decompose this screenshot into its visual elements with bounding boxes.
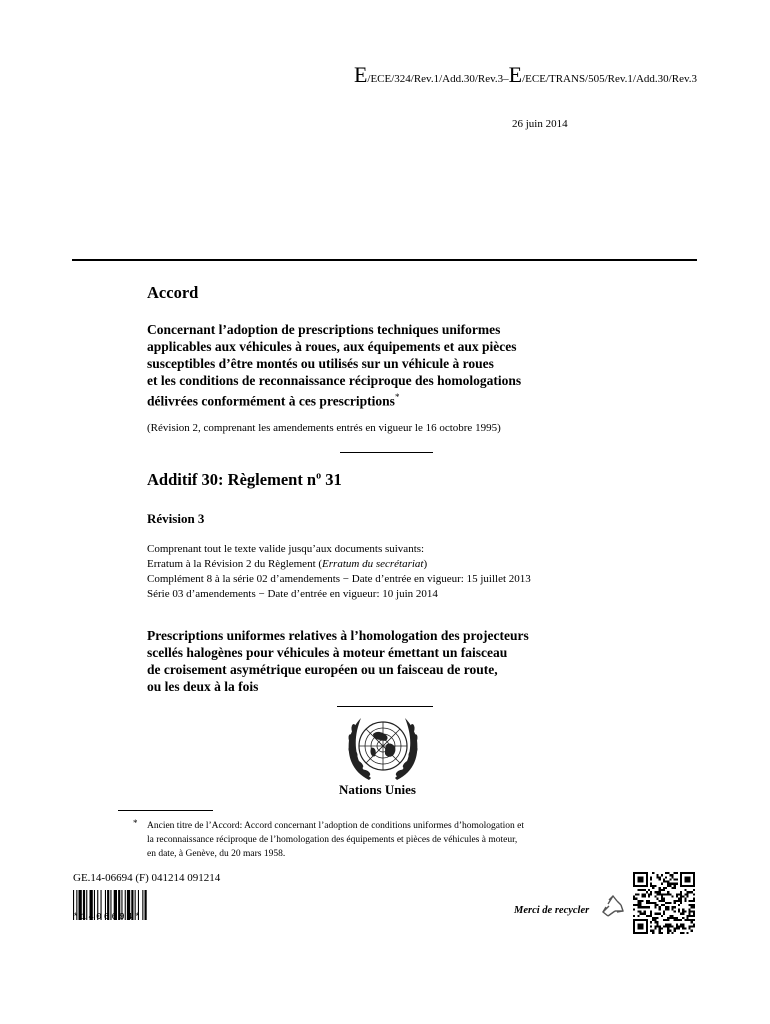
agreement-title-line-last [147,389,607,410]
document-symbol [354,62,697,88]
symbol-text-1: /ECE/324/Rev.1/Add.30/Rev.3– [367,73,509,85]
addendum-heading-sup: o [316,470,322,482]
addendum-heading-end: 31 [321,470,342,489]
addendum-heading [147,470,342,490]
section-divider [337,706,433,707]
header-divider [72,259,697,261]
revision-heading: Révision 3 [147,511,205,526]
footnote-reference: * [394,392,400,402]
recycle-text: Merci de recycler [514,905,590,916]
agreement-title-line: applicables aux véhicules à roues, aux équipements et aux pièces [147,339,517,354]
organization-name: Nations Unies [339,782,416,797]
job-number: GE.14-06694 (F) 041214 091214 [73,872,221,884]
agreement-title [147,321,607,410]
included-documents [147,542,531,602]
document-date: 26 juin 2014 [512,118,568,130]
section-divider [340,452,433,453]
agreement-heading: Accord [147,283,199,302]
footnote-line: la reconnaissance réciproque de l’homologation des équipements et pièces de véhicules à moteur, [147,835,518,845]
regulation-title-line: Prescriptions uniformes relatives à l’homologation des projecteurs [147,628,529,643]
footnote-separator [118,810,213,811]
un-emblem-icon [343,710,423,786]
regulation-title-line: scellés halogènes pour véhicules à moteur émettant un faisceau [147,645,508,660]
symbol-letter-2: E [508,62,523,87]
footnote-mark: * [133,818,138,828]
agreement-title-line: Concernant l’adoption de prescriptions techniques uniformes [147,322,501,337]
footnote-line: en date, à Genève, du 20 mars 1958. [147,849,286,859]
recycle-icon [600,894,626,920]
agreement-title-line: et les conditions de reconnaissance réciproque des homologations [147,373,522,388]
erratum-prefix: Erratum à la Révision 2 du Règlement ( [147,558,323,570]
revision-note: (Révision 2, comprenant les amendements entrés en vigueur le 16 octobre 1995) [147,422,501,434]
series-line: Série 03 d’amendements − Date d’entrée en vigueur: 10 juin 2014 [147,588,438,600]
agreement-title-text: délivrées conformément à ces prescriptions [147,393,395,409]
agreement-title-line: susceptibles d’être montés ou utilisés sur un véhicule à roues [147,356,494,371]
supplement-line: Complément 8 à la série 02 d’amendements − Date d’entrée en vigueur: 15 juillet 2013 [147,573,531,585]
symbol-letter-1: E [353,62,368,87]
qr-code-icon [631,872,697,934]
symbol-text-2: /ECE/TRANS/505/Rev.1/Add.30/Rev.3 [522,73,697,85]
regulation-title [147,627,529,695]
barcode-text: *1406694* [73,912,143,922]
erratum-line [147,557,531,572]
regulation-title-line: de croisement asymétrique européen ou un faisceau de route, [147,662,498,677]
includes-intro: Comprenant tout le texte valide jusqu’aux documents suivants: [147,543,425,555]
addendum-heading-main: Additif 30: Règlement n [147,470,317,489]
erratum-suffix: ) [423,558,428,570]
regulation-title-line: ou les deux à la fois [147,679,259,694]
footnote-text [147,819,524,861]
erratum-italic: Erratum du secrétariat [322,558,424,570]
footnote-line: Ancien titre de l’Accord: Accord concernant l’adoption de conditions uniformes d’homologation et [147,821,524,831]
